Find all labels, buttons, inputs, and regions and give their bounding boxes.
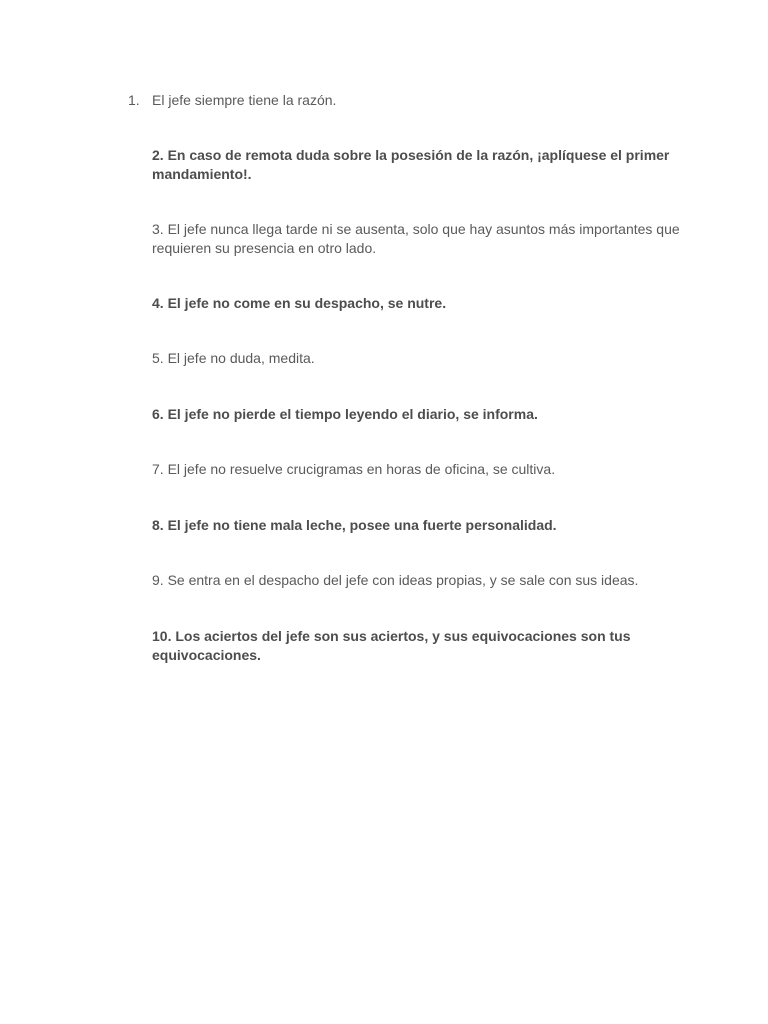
list-item-8: 8. El jefe no tiene mala leche, posee una fuerte personalidad.: [152, 517, 557, 533]
list-item-4: 4. El jefe no come en su despacho, se nutre.: [152, 295, 447, 311]
list-item-7: 7. El jefe no resuelve crucigramas en horas de oficina, se cultiva.: [152, 461, 556, 477]
list-item-2: 2. En caso de remota duda sobre la posesión de la razón, ¡aplíquese el primer mandamiento!.: [152, 147, 670, 182]
list-item-3: 3. El jefe nunca llega tarde ni se ausenta, solo que hay asuntos más importantes que requieren su presencia en otro lado.: [152, 221, 680, 256]
list-item-1: El jefe siempre tiene la razón.: [152, 92, 337, 108]
list-item-10: 10. Los aciertos del jefe son sus aciertos, y sus equivocaciones son tus equivocaciones.: [152, 628, 631, 663]
list-number: 1.: [128, 92, 140, 108]
list-item-5: 5. El jefe no duda, medita.: [152, 350, 315, 366]
list-item-9: 9. Se entra en el despacho del jefe con ideas propias, y se sale con sus ideas.: [152, 572, 639, 588]
list-item-6: 6. El jefe no pierde el tiempo leyendo el diario, se informa.: [152, 406, 538, 422]
